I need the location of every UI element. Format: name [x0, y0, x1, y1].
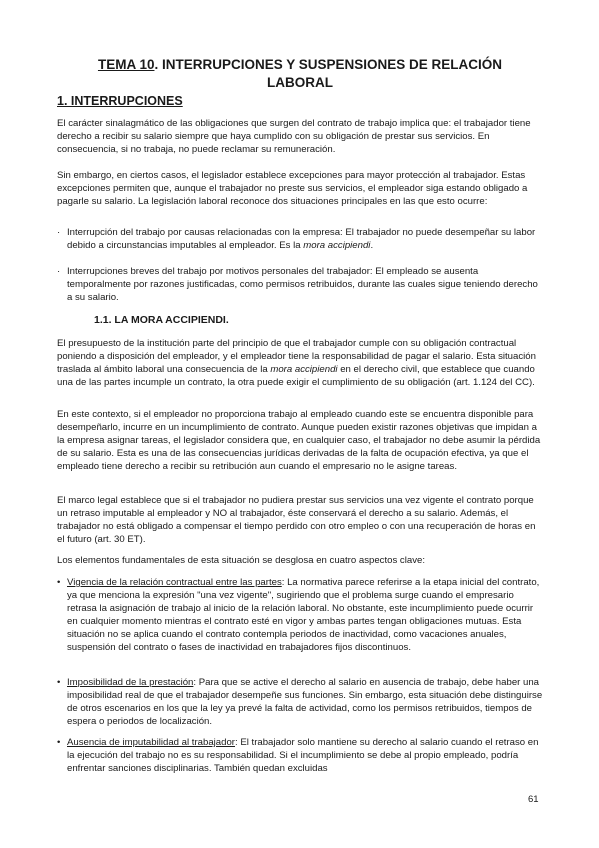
mora-paragraph-2: En este contexto, si el empleador no proporciona trabajo al empleado cuando este se encuentra disponible para desempeñarlo, incurre en un incumplimiento de contrato. Aunque pueden existir razones objetivas que impidan a la empresa asignar tareas, el legislador considera que, en cualquier caso, el trabajador no debe asumir la pérdida de su salario. Esta es una de las consecuencias jurídicas derivadas de la falta de ocupación efectiva, ya que el empleado tiene derecho a recibir su retribución aun cuando el empresario no le asigne tareas.	[57, 409, 541, 472]
element-label: Ausencia de imputabilidad al trabajador	[67, 737, 235, 748]
intro-paragraph-2: Sin embargo, en ciertos casos, el legislador establece excepciones para mayor protección al trabajador. Estas excepciones permiten que, aunque el trabajador no preste sus servicios, el empleador siga estando obligado a pagarle su salario. La legislación laboral reconoce dos situaciones principales en las que esto ocurre:	[57, 170, 528, 207]
mora-paragraph-4: Los elementos fundamentales de esta situación se desglosa en cuatro aspectos clave:	[57, 555, 425, 566]
mora-p1-start: El presupuesto de la institución parte del principio de que el trabajador cumple con su obligación contractual poniendo a disposición del empleador, y el empleador tiene la responsabilidad de pagar el salario. Esta situación traslada al ámbito laboral una consecuencia de la	[57, 338, 536, 375]
bullet-icon: •	[57, 737, 61, 748]
list-item	[57, 227, 543, 253]
title-text: . INTERRUPCIONES Y SUSPENSIONES DE RELACIÓN LABORAL	[154, 57, 503, 90]
list-item	[57, 577, 543, 654]
mora-paragraph-1	[57, 338, 543, 390]
element-text: : La normativa parece referirse a la etapa inicial del contrato, ya que menciona la expresión "una vez vigente", sugiriendo que el problema surge cuando el empresario retrasa la asignación de trabajo al inicio de la relación laboral. No obstante, este incumplimiento puede ocurrir en cualquier momento mientras el contrato esté en vigor y ambas partes tengan obligaciones mutuas. Esta situación no se aplica cuando el contrato contempla periodos de inactividad, como vacaciones anuales, suspensión del contrato o fases de inactividad en trabajadores fijos discontinuos.	[67, 577, 540, 653]
page-number: 61	[528, 794, 539, 805]
title-prefix: TEMA 10	[97, 57, 155, 72]
page-title	[64, 56, 536, 92]
section-heading-interrupciones: 1. INTERRUPCIONES	[57, 94, 183, 108]
element-text: : El trabajador solo mantiene su derecho al salario cuando el retraso en la ejecución del trabajo no es su responsabilidad. Si el incumplimiento se debe al propio empleado, podría enfrentar sanciones disciplinarias. También quedan excluidas	[67, 737, 539, 774]
subsection-heading-mora-accipiendi: 1.1. LA MORA ACCIPIENDI.	[94, 314, 229, 326]
list-item	[57, 737, 543, 776]
case-text: Interrupción del trabajo por causas relacionadas con la empresa: El trabajador no puede desempeñar su labor debido a circunstancias imputables al empleador. Es la	[67, 227, 536, 251]
intro-paragraph-1: El carácter sinalagmático de las obligaciones que surgen del contrato de trabajo implica que: el trabajador tiene derecho a recibir su salario siempre que haya cumplido con su obligación de prestar sus servicios. En consecuencia, si no trabaja, no puede reclamar su remuneración.	[57, 118, 531, 155]
mora-p1-emphasis: mora accipiendi	[270, 363, 338, 375]
list-item	[57, 677, 543, 729]
case-text: Interrupciones breves del trabajo por motivos personales del trabajador: El empleado se ausenta temporalmente por razones justificadas, como permisos retribuidos, durante las cuales sigue teniendo derecho a su salario.	[67, 266, 538, 303]
bullet-icon: •	[57, 677, 61, 688]
list-item	[57, 266, 543, 305]
case-emphasis: mora accipiendi	[303, 239, 371, 251]
case-tail: .	[370, 239, 374, 251]
bullet-icon: ·	[57, 227, 61, 238]
bullet-icon: ·	[57, 266, 61, 277]
mora-p1-end: en el derecho civil, que establece que cuando una de las partes incumple un contrato, la otra puede exigir el cumplimiento de su obligación (art. 1.124 del CC).	[57, 363, 535, 388]
bullet-icon: •	[57, 577, 61, 588]
element-label: Imposibilidad de la prestación	[67, 677, 194, 688]
element-text: : Para que se active el derecho al salario en ausencia de trabajo, debe haber una imposibilidad real de que el trabajador desempeñe sus funciones. Sin embargo, esta situación debe distinguirse de otros escenarios en los que la ley ya prevé la falta de actividad, como los permisos retribuidos, tiempos de espera o periodos de localización.	[67, 677, 543, 727]
element-label: Vigencia de la relación contractual entre las partes	[67, 577, 282, 588]
mora-paragraph-3: El marco legal establece que si el trabajador no pudiera prestar sus servicios una vez vigente el contrato porque un retraso imputable al empleador y NO al trabajador, éste conservará el derecho a su salario. Además, el trabajador no está obligado a compensar el tiempo perdido con otro empleo o con una recuperación de horas en el futuro (art. 30 ET).	[57, 495, 536, 545]
